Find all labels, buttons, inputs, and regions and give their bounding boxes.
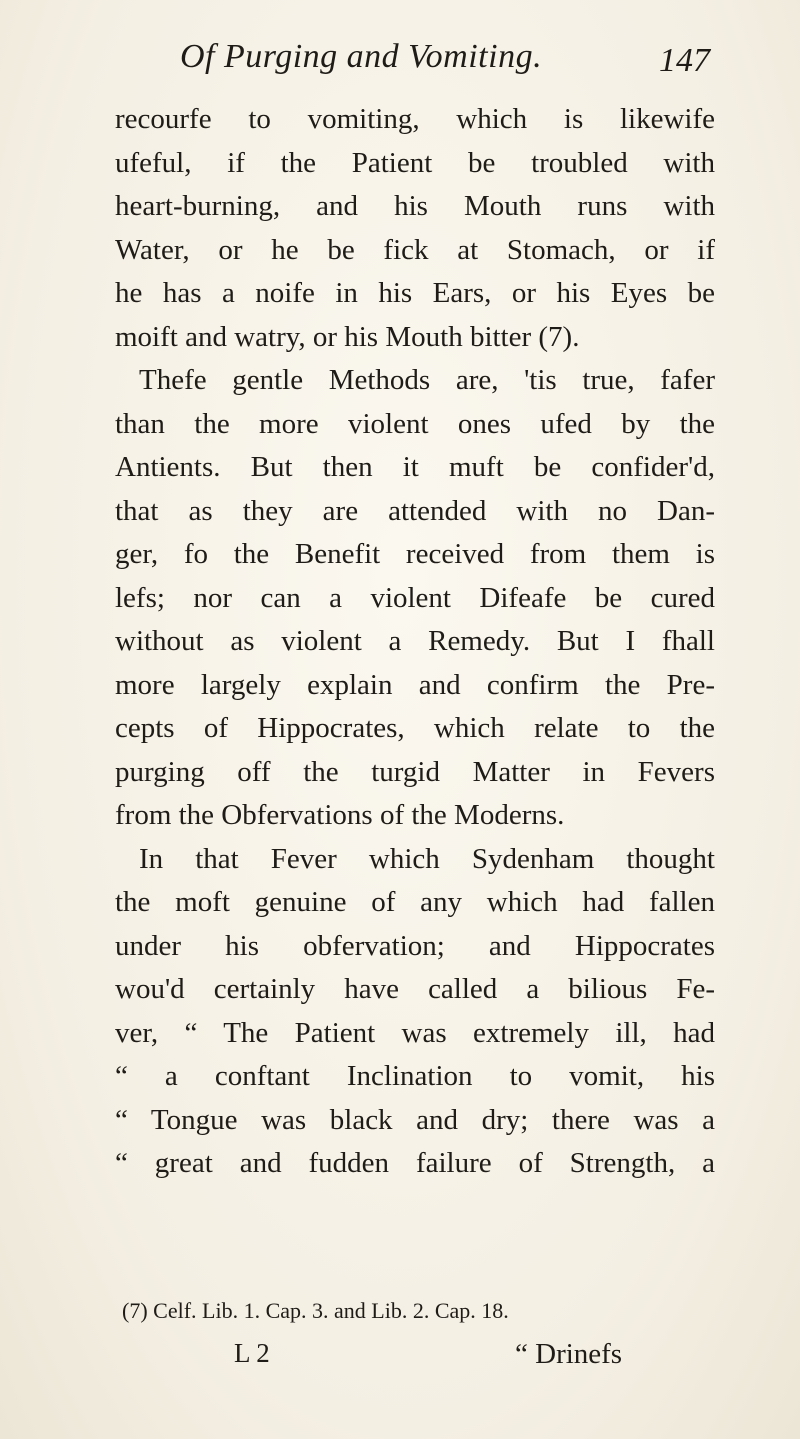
body-text — [115, 98, 715, 1186]
text-line: under his obfervation; and Hippocrates — [115, 929, 715, 962]
text-line: that as they are attended with no Dan- — [115, 494, 715, 527]
text-line: cepts of Hippocrates, which relate to the — [115, 712, 715, 744]
text-line: “ Tongue was black and dry; there was a — [115, 1103, 715, 1136]
text-line: Water, or he be fick at Stomach, or if — [115, 233, 715, 266]
text-line: purging off the turgid Matter in Fevers — [115, 755, 715, 788]
signature-mark: L 2 — [234, 1338, 270, 1368]
text-line: more largely explain and confirm the Pre- — [115, 668, 715, 701]
text-line: than the more violent ones ufed by the — [115, 407, 715, 440]
page-number: 147 — [659, 42, 710, 79]
catchword: “ Drinefs — [515, 1338, 623, 1370]
running-title: Of Purging and Vomiting. — [180, 38, 543, 75]
text-line: from the Obfervations of the Moderns. — [115, 799, 565, 831]
footnote: (7) Celf. Lib. 1. Cap. 3. and Lib. 2. Cap. 18. — [122, 1298, 509, 1323]
text-line: recourfe to vomiting, which is likewife — [115, 103, 715, 135]
text-line: In that Fever which Sydenham thought — [139, 842, 715, 875]
text-line: without as violent a Remedy. But I fhall — [115, 625, 715, 657]
text-line: Antients. But then it muft be confider'd, — [115, 451, 715, 483]
text-line: ver, “ The Patient was extremely ill, had — [115, 1016, 715, 1049]
text-line: Thefe gentle Methods are, 'tis true, fafer — [139, 364, 715, 396]
text-line: ufeful, if the Patient be troubled with — [115, 146, 715, 179]
text-line: the moft genuine of any which had fallen — [115, 886, 715, 918]
text-line: “ great and fudden failure of Strength, a — [115, 1147, 715, 1179]
page-header — [120, 38, 710, 98]
text-line: lefs; nor can a violent Difeafe be cured — [115, 581, 715, 614]
text-line: moift and watry, or his Mouth bitter (7). — [115, 320, 580, 353]
text-line: wou'd certainly have called a bilious Fe- — [115, 973, 715, 1005]
text-line: “ a conftant Inclination to vomit, his — [115, 1060, 715, 1092]
text-line: ger, fo the Benefit received from them is — [115, 538, 715, 570]
text-line: he has a noife in his Ears, or his Eyes be — [115, 277, 715, 309]
text-line: heart-burning, and his Mouth runs with — [115, 190, 715, 222]
